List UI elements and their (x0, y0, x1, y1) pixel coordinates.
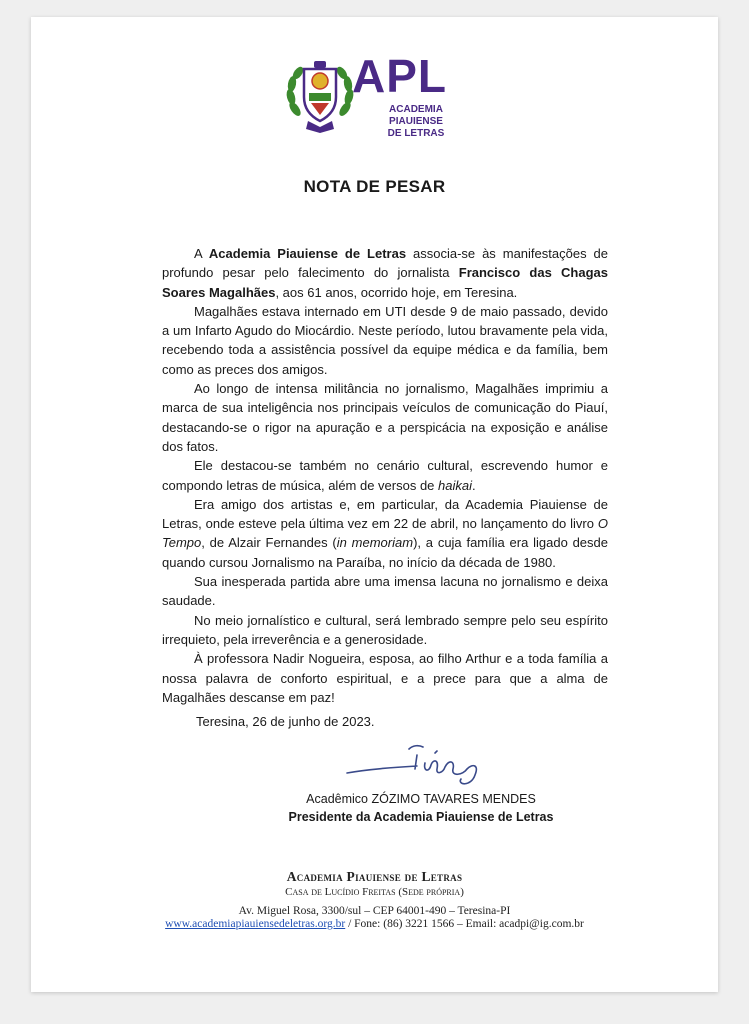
signatory-name: Acadêmico ZÓZIMO TAVARES MENDES (306, 792, 536, 806)
text-run: A (194, 246, 209, 261)
footer-phone-email: / Fone: (86) 3221 1566 – Email: acadpi@ig.com.br (345, 918, 584, 930)
letter-body (162, 244, 608, 731)
paragraph-3: Ao longo de intensa militância no jornalismo, Magalhães imprimiu a marca de sua inteligência nos principais veículos de comunicação do Piauí, destacando-se o rigor na apuração e a perspicácia na exposição e análise dos fatos. (162, 381, 608, 454)
paragraph-6: Sua inesperada partida abre uma imensa lacuna no jornalismo e deixa saudade. (162, 574, 608, 609)
paragraph-1 (162, 244, 608, 302)
footer-academy-name: Academia Piauiense de Letras (286, 869, 463, 884)
signatory-role: Presidente da Academia Piauiense de Letras (288, 810, 554, 824)
text-run: , de Alzair Fernandes ( (201, 535, 337, 551)
text-run: Ele destacou-se também no cenário cultural, escrevendo humor e compondo letras de música, além de versos de (162, 458, 608, 493)
in-memoriam-italic: in memoriam (336, 535, 414, 551)
paragraph-4 (162, 456, 608, 495)
footer-house: Casa de Lucídio Freitas (Sede própria) (285, 886, 464, 898)
letter-date: Teresina, 26 de junho de 2023. (196, 714, 375, 730)
document-page (31, 17, 718, 992)
text-run: ), a cuja família era ligado desde quando cursou Jornalismo na Paraíba, no início da década de 1980. (162, 535, 609, 570)
paragraph-8: À professora Nadir Nogueira, esposa, ao filho Arthur e a toda família a nossa palavra de conforto espiritual, e a prece para que a alma de Magalhães descanse em paz! (162, 651, 608, 705)
paragraph-2: Magalhães estava internado em UTI desde 9 de maio passado, devido a um Infarto Agudo do Miocárdio. Neste período, lutou bravamente pela vida, recebendo toda a assistência possível da equipe médica e da família, bem como as preces dos amigos. (162, 303, 608, 377)
academy-emblem-icon (284, 57, 356, 133)
signatory-block (281, 790, 561, 826)
logo-name (368, 104, 464, 140)
apl-logo (284, 50, 469, 139)
academy-name-bold: Academia Piauiense de Letras (208, 246, 407, 261)
handwritten-signature (339, 739, 509, 793)
logo-abbreviation: APL (352, 50, 447, 102)
footer-contact (31, 918, 718, 930)
text-run: . (472, 477, 476, 493)
text-run: Era amigo dos artistas e, em particular, da Academia Piauiense de Letras, onde esteve pela última vez em 22 de abril, no lançamento do livro (162, 496, 608, 532)
logo-name-line2: DE LETRAS (387, 128, 445, 139)
footer-address: Av. Miguel Rosa, 3300/sul – CEP 64001-490 – Teresina-PI (238, 905, 511, 917)
paragraph-5 (162, 495, 608, 572)
letterhead-footer (31, 869, 718, 930)
paragraph-7: No meio jornalístico e cultural, será lembrado sempre pelo seu espírito irrequieto, pela irreverência e a generosidade. (162, 612, 608, 647)
text-run: associa-se às manifestações de profundo pesar pelo falecimento do jornalista (162, 246, 608, 281)
journalist-name-bold: Francisco das Chagas Soares Magalhães (162, 265, 608, 300)
page-title: NOTA DE PESAR (303, 177, 446, 196)
text-run: , aos 61 anos, ocorrido hoje, em Teresina. (275, 284, 518, 300)
logo-name-line1: ACADEMIA PIAUIENSE (389, 104, 443, 127)
haikai-italic: haikai (438, 477, 472, 493)
book-title-italic: O Tempo (162, 516, 608, 551)
website-link[interactable]: www.academiapiauiensedeletras.org.br (165, 918, 346, 930)
